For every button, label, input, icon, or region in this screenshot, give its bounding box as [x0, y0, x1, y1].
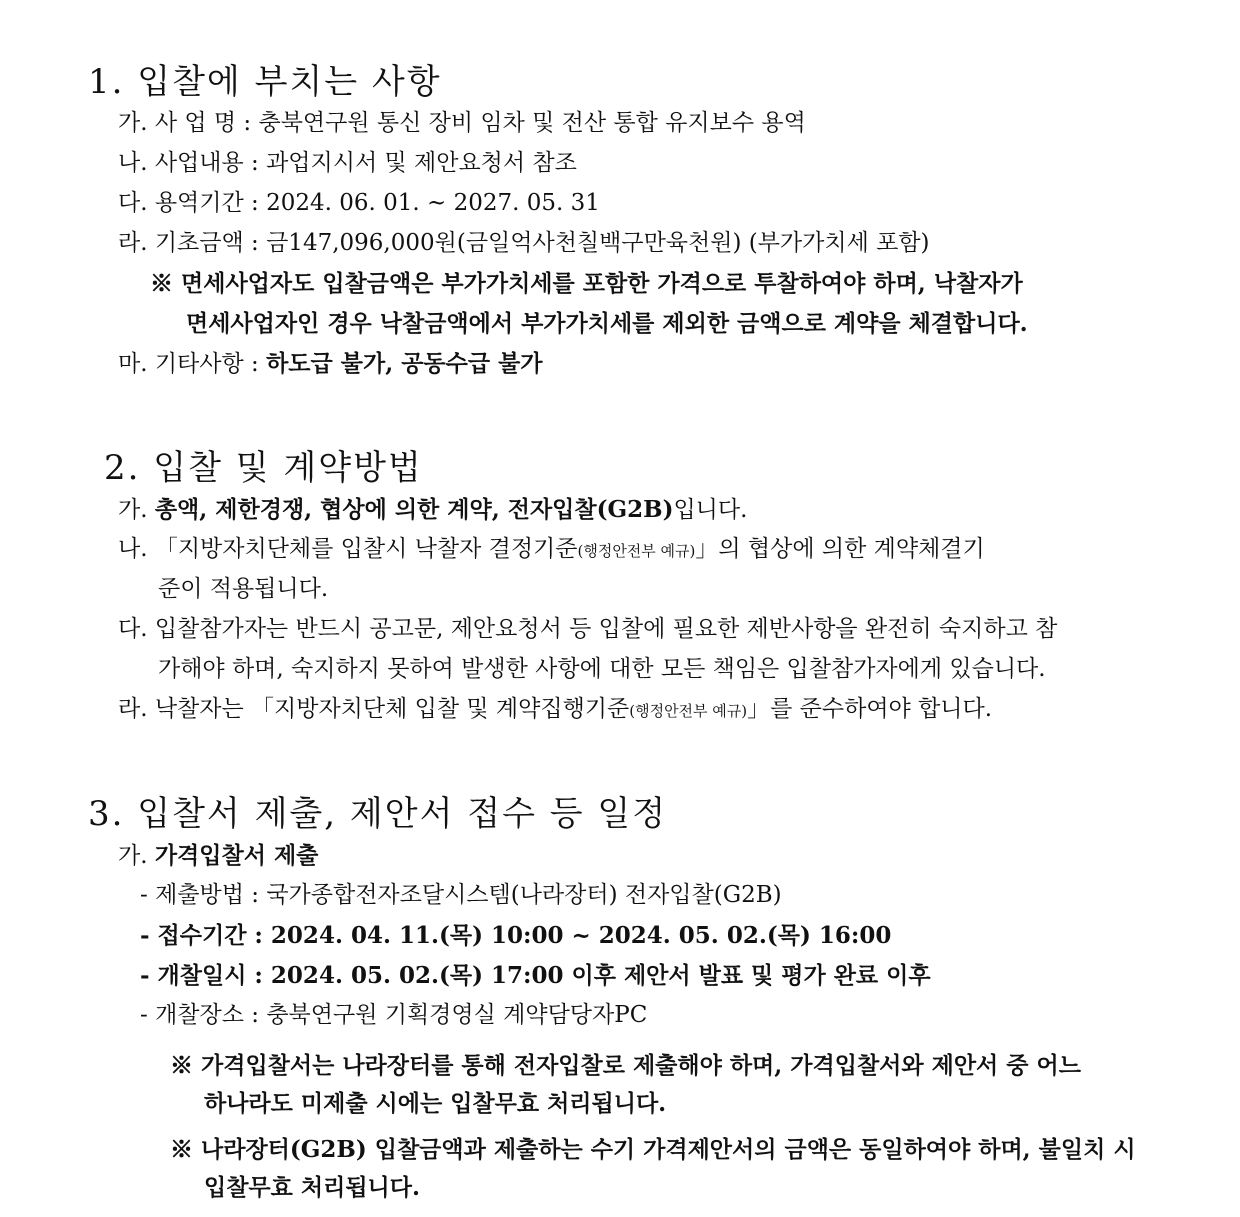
s1-value: 과업지시서 및 제안요청서 참조 [266, 150, 577, 176]
s1-item-period [118, 192, 600, 215]
s3-bold-text: 가격입찰서 제출 [154, 842, 319, 869]
s1-value: 하도급 불가, 공동수급 불가 [266, 350, 543, 377]
s3-note1-line1: ※ 가격입찰서는 나라장터를 통해 전자입찰로 제출해야 하며, 가격입찰서와 제안서 중 어느 [170, 1052, 1081, 1079]
s2-item-compliance [118, 698, 992, 721]
s3-label: - 개찰장소 : [140, 1002, 267, 1028]
s2-suffix: 입니다. [673, 497, 748, 523]
s3-value: 국가종합전자조달시스템(나라장터) 전자입찰(G2B) [266, 882, 782, 908]
section1-title: 1. 입찰에 부치는 사항 [88, 62, 442, 102]
s1-label: 가. 사 업 명 : [118, 110, 259, 136]
s2-item-criteria-line1 [118, 538, 985, 561]
s1-note-line2: 면세사업자인 경우 낙찰금액에서 부가가치세를 제외한 금액으로 계약을 체결합니다. [186, 310, 1028, 337]
s3-dash-method [140, 884, 782, 907]
s2-item-responsibility-line2: 가해야 하며, 숙지하지 못하여 발생한 사항에 대한 모든 책임은 입찰참가자에게 있습니다. [158, 656, 1046, 682]
section3-title: 3. 입찰서 제출, 제안서 접수 등 일정 [88, 794, 668, 834]
s1-item-base-amount [118, 232, 930, 255]
s1-label: 다. 용역기간 : [118, 190, 267, 216]
s3-item-price-bid [118, 844, 318, 868]
s1-note-line1: ※ 면세사업자도 입찰금액은 부가가치세를 포함한 가격으로 투찰하여야 하며, 낙찰자가 [150, 270, 1023, 297]
s2-text: 」의 협상에 의한 계약체결기 [695, 536, 985, 562]
s3-value: 충북연구원 기획경영실 계약담당자PC [266, 1002, 648, 1028]
s1-value: 2024. 06. 01. ~ 2027. 05. 31 [266, 190, 600, 216]
s2-text: 나. 「지방자치단체를 입찰시 낙찰자 결정기준 [118, 536, 578, 562]
s3-dash-opening-place [140, 1004, 647, 1027]
s2-item-contract-type [118, 498, 747, 522]
s3-note1-line2: 하나라도 미제출 시에는 입찰무효 처리됩니다. [204, 1090, 667, 1117]
section2-title: 2. 입찰 및 계약방법 [104, 448, 423, 488]
s3-prefix: 가. [118, 843, 155, 869]
s1-label: 나. 사업내용 : [118, 150, 267, 176]
s2-item-responsibility-line1: 다. 입찰참가자는 반드시 공고문, 제안요청서 등 입찰에 필요한 제반사항을 완전히 숙지하고 참 [118, 616, 1058, 642]
s2-small-text: (행정안전부 예규) [629, 702, 748, 720]
s3-dash-receipt-period: - 접수기간 : 2024. 04. 11.(목) 10:00 ~ 2024. 05. 02.(목) 16:00 [140, 922, 892, 949]
s2-text: 」를 준수하여야 합니다. [747, 696, 993, 722]
s1-item-etc [118, 352, 543, 376]
s1-value: 충북연구원 통신 장비 임차 및 전산 통합 유지보수 용역 [258, 110, 806, 136]
s1-item-project-name [118, 112, 806, 135]
s2-small-text: (행정안전부 예규) [577, 542, 696, 560]
s2-prefix: 가. [118, 497, 155, 523]
s1-label: 마. 기타사항 : [118, 351, 267, 377]
s2-bold-text: 총액, 제한경쟁, 협상에 의한 계약, 전자입찰(G2B) [154, 496, 674, 523]
s3-note2-line1: ※ 나라장터(G2B) 입찰금액과 제출하는 수기 가격제안서의 금액은 동일하여야 하며, 불일치 시 [170, 1136, 1136, 1163]
s3-label: - 제출방법 : [140, 882, 267, 908]
s2-item-criteria-line2: 준이 적용됩니다. [158, 576, 329, 602]
s3-dash-opening-date: - 개찰일시 : 2024. 05. 02.(목) 17:00 이후 제안서 발표 및 평가 완료 이후 [140, 962, 931, 989]
s3-note2-line2: 입찰무효 처리됩니다. [204, 1174, 420, 1201]
s1-item-content [118, 152, 577, 175]
s2-text: 라. 낙찰자는 「지방자치단체 입찰 및 계약집행기준 [118, 696, 630, 722]
s1-label: 라. 기초금액 : [118, 230, 267, 256]
s1-value: 금147,096,000원(금일억사천칠백구만육천원) (부가가치세 포함) [266, 230, 930, 256]
